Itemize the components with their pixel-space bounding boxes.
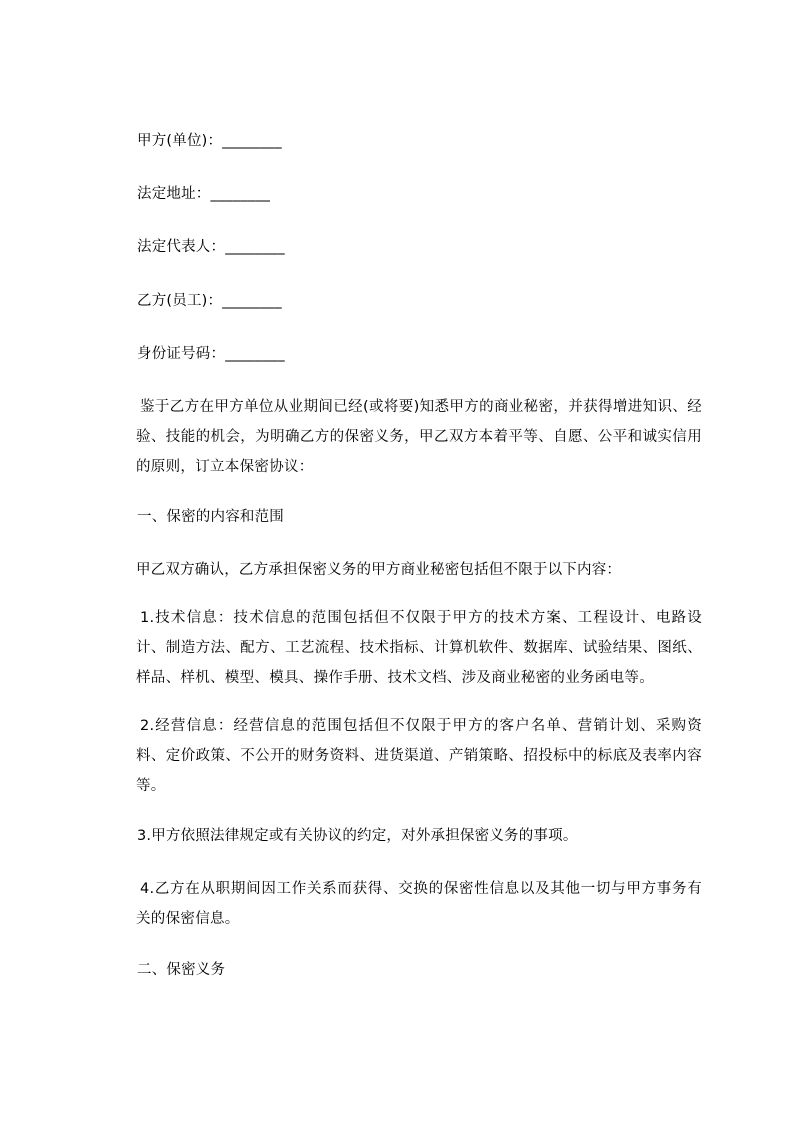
- section1-item-2: 2.经营信息：经营信息的范围包括但不仅限于甲方的客户名单、营销计划、采购资料、定价政策、不公开的财务资料、进货渠道、产销策略、招投标中的标底及表率内容等。: [136, 718, 702, 794]
- intro-paragraph: 鉴于乙方在甲方单位从业期间已经(或将要)知悉甲方的商业秘密，并获得增进知识、经验、技能的机会，为明确乙方的保密义务，甲乙双方本着平等、自愿、公平和诚实信用的原则，订立本保密协议：: [136, 399, 702, 475]
- legal-representative-field: 法定代表人：________: [137, 239, 285, 255]
- id-number-field: 身份证号码：________: [137, 346, 285, 362]
- party-a-field: 甲方(单位)：________: [137, 133, 282, 149]
- section1-item-3: 3.甲方依照法律规定或有关协议的约定，对外承担保密义务的事项。: [137, 828, 578, 844]
- section1-item-1: 1.技术信息：技术信息的范围包括但不仅限于甲方的技术方案、工程设计、电路设计、制造方法、配方、工艺流程、技术指标、计算机软件、数据库、试验结果、图纸、样品、样机、模型、模具、操作手册、技术文档、涉及商业秘密的业务函电等。: [136, 610, 702, 686]
- legal-address-field: 法定地址：________: [137, 186, 271, 202]
- section2-heading: 二、保密义务: [137, 962, 226, 978]
- section1-heading: 一、保密的内容和范围: [137, 509, 284, 525]
- section1-lead: 甲乙双方确认，乙方承担保密义务的甲方商业秘密包括但不限于以下内容：: [136, 562, 622, 578]
- section1-item-4: 4.乙方在从职期间因工作关系而获得、交换的保密性信息以及其他一切与甲方事务有关的保密信息。: [136, 881, 702, 927]
- party-b-field: 乙方(员工)：________: [137, 293, 282, 309]
